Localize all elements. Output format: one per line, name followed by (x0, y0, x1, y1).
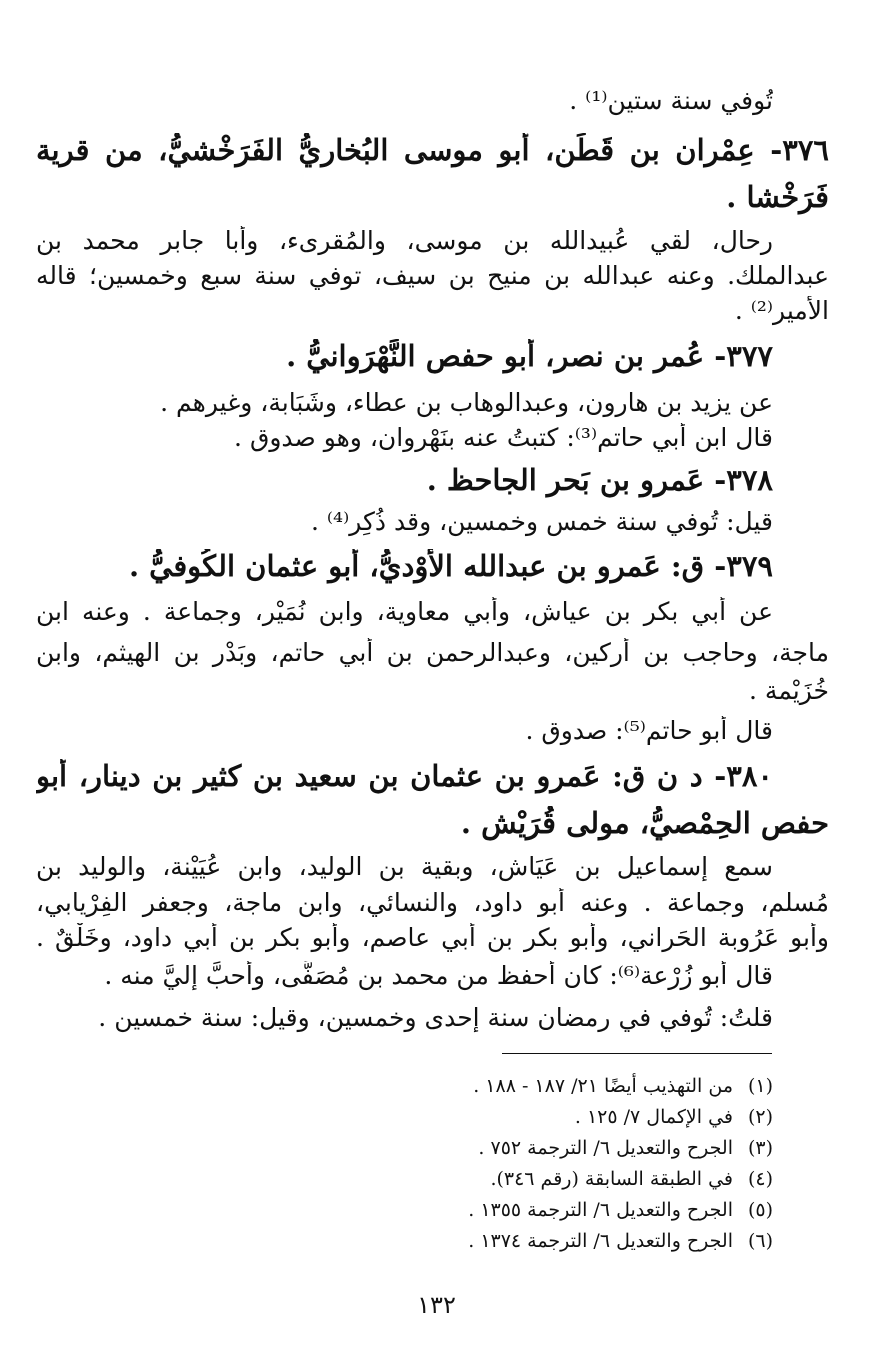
text-line: قيل: تُوفي سنة خمسٍ وخمسين، وقد ذُكِر⁽⁴⁾ . (311, 507, 773, 536)
text-line: رحال، لقي عُبيدالله بن موسى، والمُقرىء، وأبا جابر محمد بن (36, 226, 773, 255)
text-line: قال أبو حاتم⁽⁵⁾: صدوق . (525, 716, 773, 745)
footnote-number: (٣) (747, 1137, 773, 1159)
page-number: ١٣٢ (417, 1291, 456, 1319)
text-line: ماجة، وحاجب بن أركين، وعبدالرحمن بن أبي حاتم، وبَدْر بن الهيثم، وابن (36, 638, 829, 667)
text-line: قال ابن أبي حاتم⁽³⁾: كتبتُ عنه بنَهْروان، وهو صدوق . (234, 423, 773, 452)
footnote-number: (٦) (747, 1230, 773, 1252)
text-line: قال أبو زُرْعة⁽⁶⁾: كان أحفظ من محمد بن مُصَفَّى، وأحبَّ إليَّ منه . (104, 961, 773, 990)
footnote-number: (٤) (747, 1168, 773, 1190)
text-line: تُوفي سنة ستين⁽¹⁾ . (569, 86, 773, 115)
text-line: الأمير⁽²⁾ . (734, 296, 829, 325)
text-line: قلتُ: تُوفي في رمضان سنة إحدى وخمسين، وقيل: سنة خمسين . (98, 1003, 773, 1032)
entry-heading-380: ٣٨٠- د ن ق: عَمرو بن عثمان بن سعيد بن كثير بن دينار، أبو (36, 759, 773, 793)
footnote-text: من التهذيب أيضًا ٢١/ ١٨٧ - ١٨٨ . (473, 1075, 733, 1097)
entry-heading-376: ٣٧٦- عِمْران بن قَطَن، أبو موسى البُخاريُّ الفَرَخْشيُّ، من قرية (36, 133, 829, 167)
footnote-text: الجرح والتعديل ٦/ الترجمة ١٣٥٥ . (468, 1199, 733, 1221)
entry-heading-380-cont: حفص الحِمْصيُّ، مولى قُرَيْش . (460, 806, 829, 840)
footnote-text: الجرح والتعديل ٦/ الترجمة ١٣٧٤ . (468, 1230, 733, 1252)
text-line: عن يزيد بن هارون، وعبدالوهاب بن عطاء، وشَبَابة، وغيرهم . (160, 388, 773, 417)
footnote-separator (502, 1053, 772, 1054)
footnote-number: (٢) (747, 1106, 773, 1128)
footnote (200, 1106, 773, 1129)
footnote (200, 1168, 773, 1191)
footnote-text: في الإكمال ٧/ ١٢٥ . (574, 1106, 733, 1128)
entry-heading-376-cont: فَرَخْشا . (726, 180, 829, 214)
footnote-number: (٥) (747, 1199, 773, 1221)
text-line: مُسلم، وجماعة . وعنه أبو داود، والنسائي، وابن ماجة، وجعفر الفِرْيابي، (36, 888, 829, 917)
footnote (200, 1199, 773, 1222)
text-line: سمع إسماعيل بن عَيَاش، وبقية بن الوليد، وابن عُيَيْنة، والوليد بن (36, 852, 773, 881)
entry-heading-377: ٣٧٧- عُمر بن نصر، أبو حفص النَّهْرَوانيُّ . (286, 339, 773, 373)
footnote-text: في الطبقة السابقة (رقم ٣٤٦). (490, 1168, 733, 1190)
footnote (200, 1137, 773, 1160)
footnote (200, 1075, 773, 1098)
text-line: وأبو عَرُوبة الحَراني، وأبو بكر بن أبي عاصم، وأبو بكر بن أبي داود، وخَلْقٌ . (36, 923, 829, 952)
text-line: عن أبي بكر بن عياش، وأبي معاوية، وابن نُمَيْر، وجماعة . وعنه ابن (36, 597, 773, 626)
footnote (200, 1230, 773, 1253)
text-line: عبدالملك. وعنه عبدالله بن منيح بن سيف، توفي سنة سبع وخمسين؛ قاله (36, 261, 829, 290)
entry-heading-378: ٣٧٨- عَمرو بن بَحر الجاحظ . (426, 463, 773, 497)
footnote-text: الجرح والتعديل ٦/ الترجمة ٧٥٢ . (478, 1137, 733, 1159)
footnote-number: (١) (747, 1075, 773, 1097)
text-line: خُزَيْمة . (749, 676, 829, 705)
entry-heading-379: ٣٧٩- ق: عَمرو بن عبدالله الأَوْديُّ، أبو عثمان الكُوفيُّ . (128, 549, 773, 583)
